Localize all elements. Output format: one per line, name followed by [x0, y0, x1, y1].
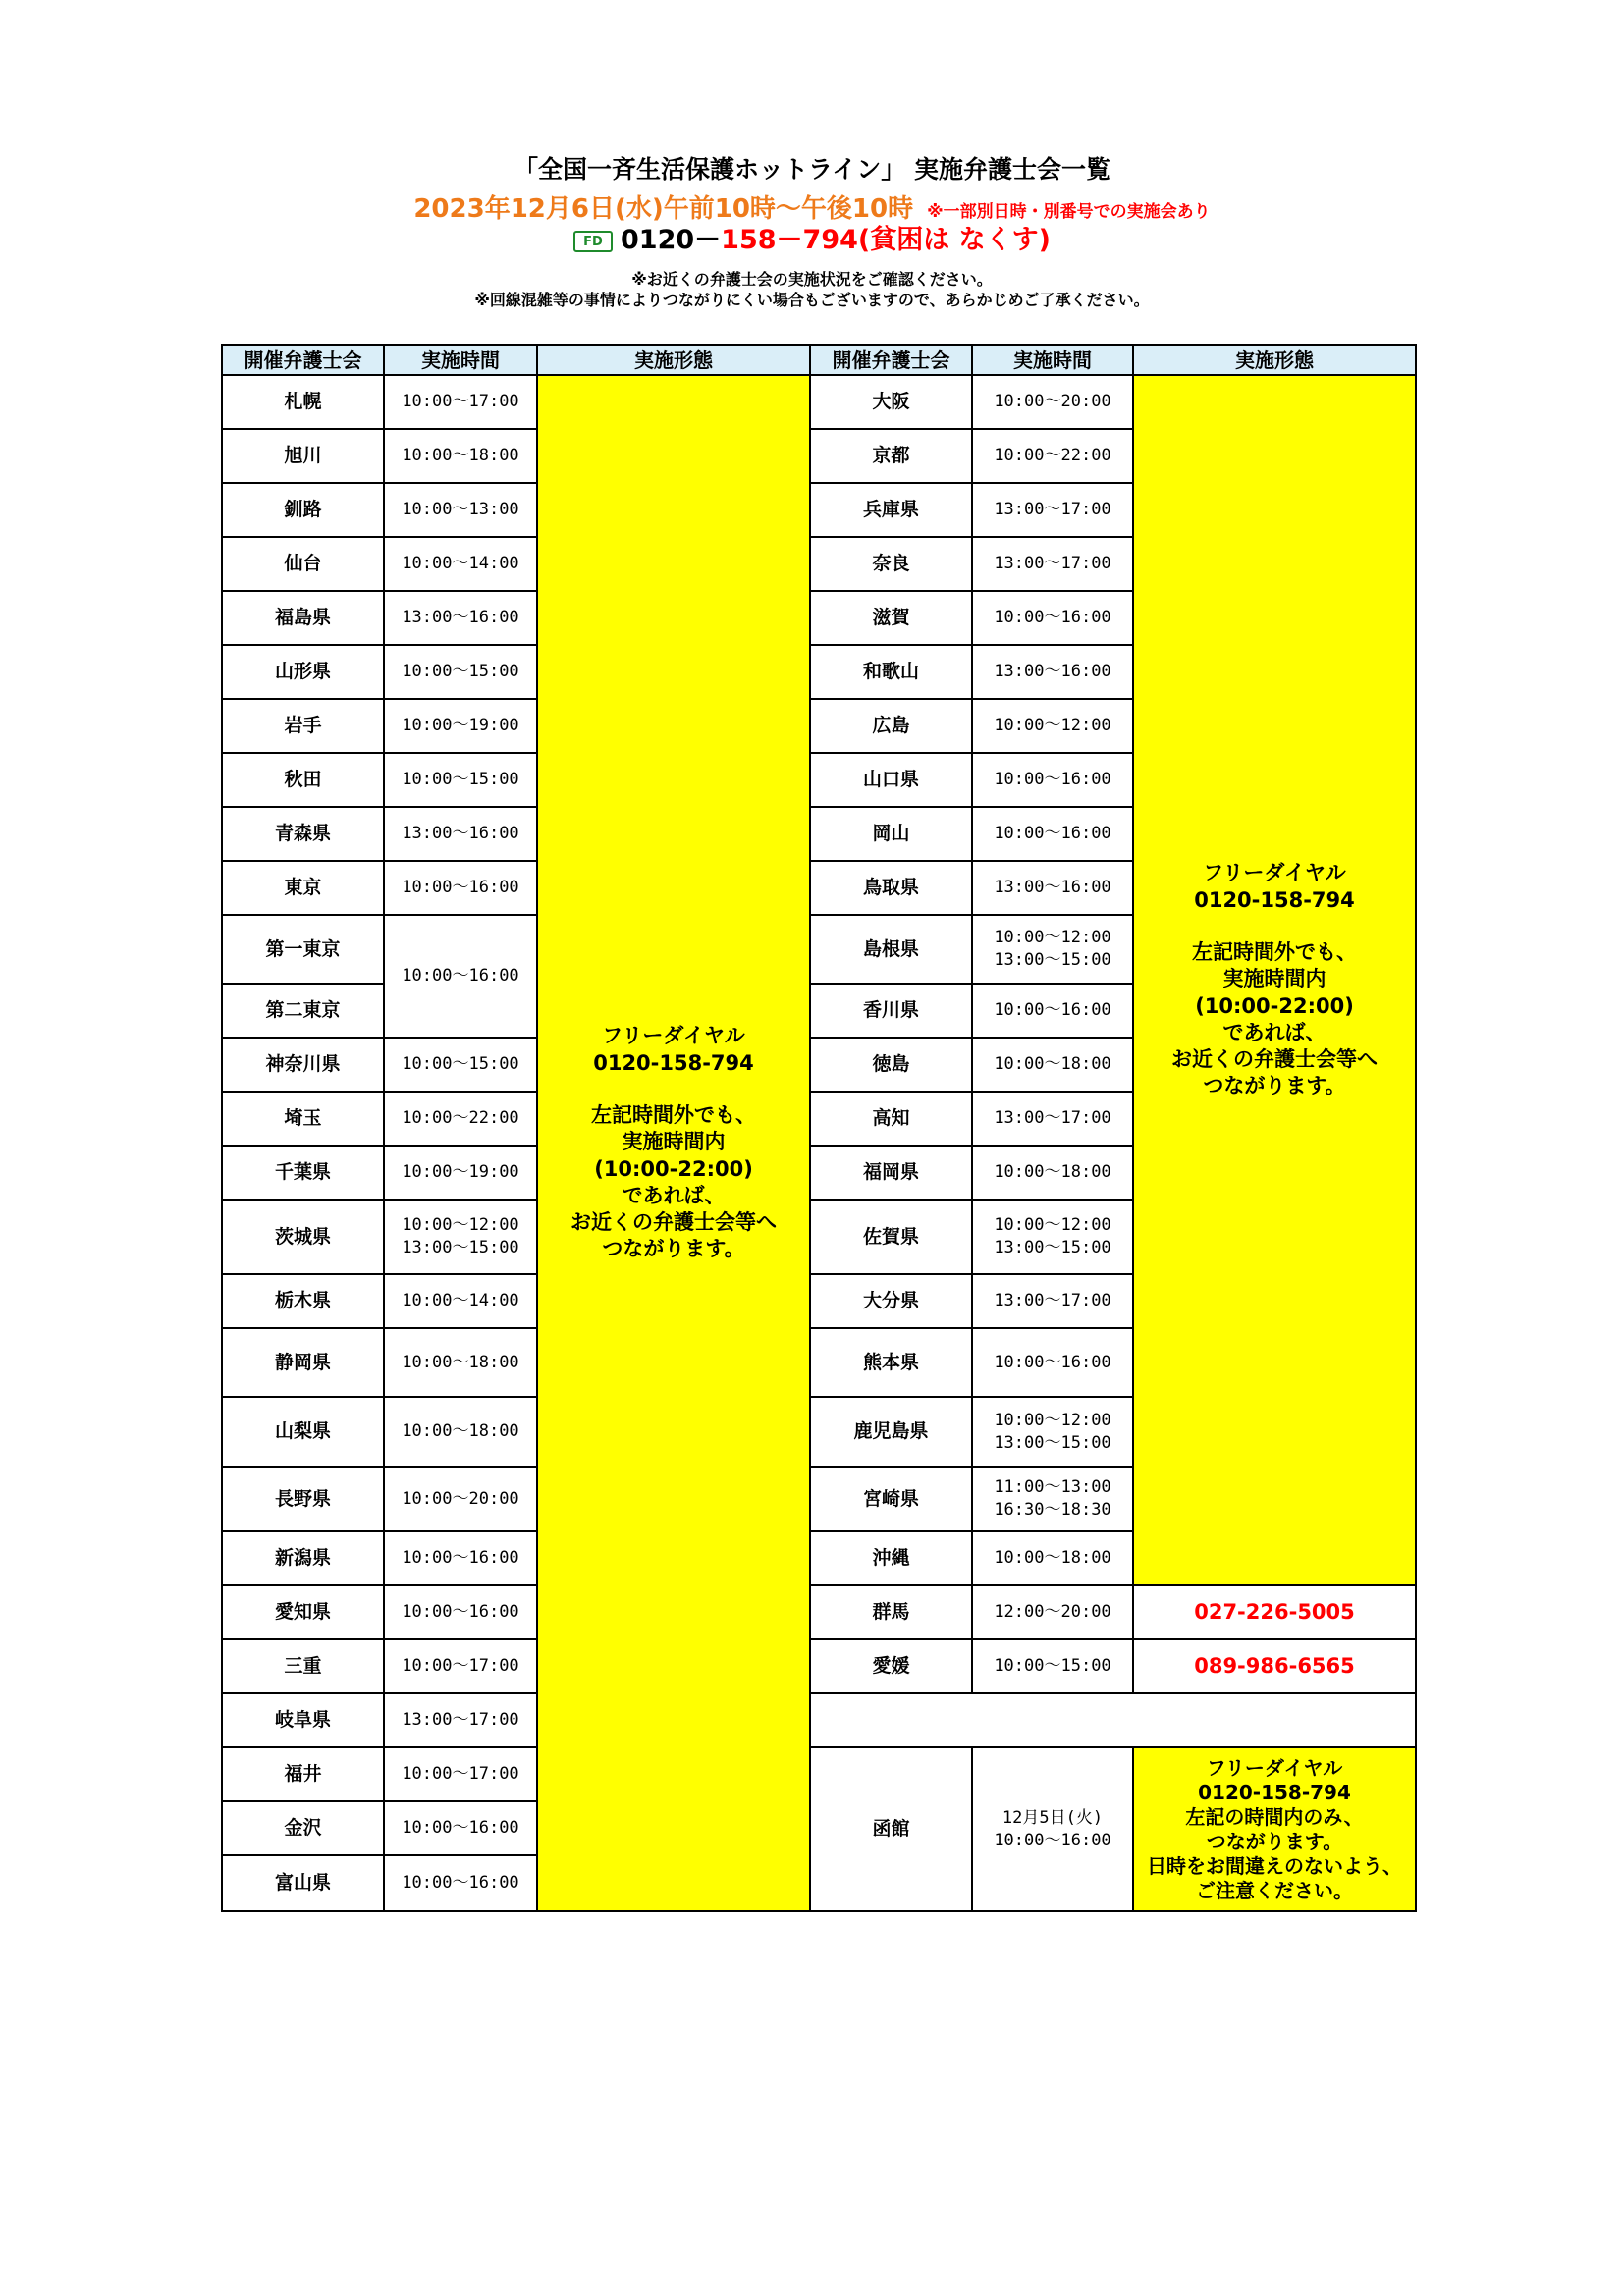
time-cell: 10:00～17:00 [384, 1639, 537, 1693]
fd-number: 0120-158-794 [1198, 1780, 1351, 1804]
bar-name: 福岡県 [810, 1146, 972, 1200]
freedial-icon: FD [573, 231, 613, 252]
time-cell: 10:00～22:00 [972, 429, 1133, 483]
bar-name: 徳島 [810, 1038, 972, 1092]
fd-text: 実施時間内 [622, 1130, 726, 1154]
bar-name: 札幌 [222, 375, 384, 429]
bar-name: 函館 [810, 1747, 972, 1911]
time-cell: 10:00～19:00 [384, 1146, 537, 1200]
col-time-right: 実施時間 [972, 345, 1133, 375]
time-cell: 10:00～18:00 [972, 1146, 1133, 1200]
phone-number: 027-226-5005 [1133, 1585, 1416, 1639]
bar-name: 仙台 [222, 537, 384, 591]
table-row [222, 375, 1416, 429]
bar-name: 富山県 [222, 1855, 384, 1911]
time-cell: 10:00～16:00 [384, 915, 537, 1038]
bar-name: 兵庫県 [810, 483, 972, 537]
time-cell: 12:00～20:00 [972, 1585, 1133, 1639]
time-cell: 10:00～18:00 [972, 1531, 1133, 1585]
time-cell: 10:00～12:00 [972, 699, 1133, 753]
freedial-block-left [537, 375, 810, 1911]
bar-name: 金沢 [222, 1801, 384, 1855]
bar-name: 愛媛 [810, 1639, 972, 1693]
time-cell: 13:00～17:00 [972, 1274, 1133, 1328]
bar-name: 京都 [810, 429, 972, 483]
bar-name: 鹿児島県 [810, 1397, 972, 1467]
time-cell: 10:00～12:00 13:00～15:00 [972, 1397, 1133, 1467]
time-cell: 10:00～12:00 13:00～15:00 [972, 915, 1133, 984]
fd-text: お近くの弁護士会等へ [1171, 1047, 1378, 1072]
col-form-right: 実施形態 [1133, 345, 1416, 375]
fd-text: つながります。 [1206, 1829, 1343, 1853]
bar-name: 福井 [222, 1747, 384, 1801]
date-note: ※一部別日時・別番号での実施会あり [927, 202, 1211, 222]
fd-number: 0120-158-794 [593, 1050, 754, 1075]
time-cell: 10:00～15:00 [972, 1639, 1133, 1693]
bar-name: 宮崎県 [810, 1467, 972, 1531]
time-cell: 10:00～19:00 [384, 699, 537, 753]
bar-name: 三重 [222, 1639, 384, 1693]
time-cell: 10:00～20:00 [972, 375, 1133, 429]
fd-text: お近くの弁護士会等へ [570, 1210, 777, 1235]
fd-text: 左記時間外でも、 [591, 1102, 756, 1127]
time-cell: 10:00～14:00 [384, 537, 537, 591]
time-cell: 13:00～16:00 [972, 645, 1133, 699]
time-cell: 10:00～18:00 [384, 1397, 537, 1467]
bar-name: 岡山 [810, 807, 972, 861]
table-row [222, 1693, 1416, 1747]
page-title: 「全国一斉生活保護ホットライン」 実施弁護士会一覧 [514, 155, 1110, 184]
date-text: 2023年12月6日(水)午前10時～午後10時 [413, 194, 914, 224]
time-cell: 10:00～16:00 [972, 984, 1133, 1038]
time-cell: 10:00～12:00 13:00～15:00 [972, 1200, 1133, 1274]
time-cell: 13:00～17:00 [384, 1693, 537, 1747]
time-cell: 10:00～16:00 [384, 861, 537, 915]
time-cell: 10:00～16:00 [384, 1531, 537, 1585]
bar-name: 茨城県 [222, 1200, 384, 1274]
bar-name: 神奈川県 [222, 1038, 384, 1092]
bar-name: 静岡県 [222, 1328, 384, 1397]
time-cell: 10:00～16:00 [384, 1585, 537, 1639]
time-cell: 10:00～14:00 [384, 1274, 537, 1328]
bar-name: 岩手 [222, 699, 384, 753]
bar-name: 高知 [810, 1092, 972, 1146]
bar-name: 山形県 [222, 645, 384, 699]
table-row [222, 1639, 1416, 1693]
time-cell: 13:00～17:00 [972, 537, 1133, 591]
bar-name: 秋田 [222, 753, 384, 807]
fd-label: フリーダイヤル [1206, 1755, 1343, 1780]
time-cell: 10:00～15:00 [384, 753, 537, 807]
time-cell: 10:00～15:00 [384, 1038, 537, 1092]
bar-name: 千葉県 [222, 1146, 384, 1200]
time-cell: 10:00～18:00 [384, 1328, 537, 1397]
col-bar-left: 開催弁護士会 [222, 345, 384, 375]
bar-name: 青森県 [222, 807, 384, 861]
table-row [222, 1585, 1416, 1639]
fd-text: (10:00-22:00) [594, 1156, 753, 1181]
bar-name: 佐賀県 [810, 1200, 972, 1274]
bar-name: 旭川 [222, 429, 384, 483]
fd-text: 実施時間内 [1222, 967, 1326, 991]
time-cell: 13:00～16:00 [384, 807, 537, 861]
bar-name: 福島県 [222, 591, 384, 645]
bar-name: 島根県 [810, 915, 972, 984]
fd-text: 左記の時間内のみ、 [1185, 1804, 1364, 1829]
time-cell: 10:00～13:00 [384, 483, 537, 537]
time-cell: 10:00～15:00 [384, 645, 537, 699]
col-time-left: 実施時間 [384, 345, 537, 375]
fd-text: つながります。 [602, 1237, 745, 1261]
phone-number: 089-986-6565 [1133, 1639, 1416, 1693]
bar-name: 長野県 [222, 1467, 384, 1531]
phone-prefix: 0120－ [621, 225, 722, 255]
time-cell: 10:00～16:00 [972, 753, 1133, 807]
schedule-table [221, 344, 1417, 1912]
bar-name: 沖縄 [810, 1531, 972, 1585]
bar-name: 奈良 [810, 537, 972, 591]
fd-text: であれば、 [1222, 1020, 1326, 1044]
bar-name: 第一東京 [222, 915, 384, 984]
table-header-row [222, 345, 1416, 375]
fd-label: フリーダイヤル [1203, 861, 1346, 885]
time-cell: 13:00～16:00 [384, 591, 537, 645]
bar-name: 愛知県 [222, 1585, 384, 1639]
bar-name: 山口県 [810, 753, 972, 807]
bar-name: 東京 [222, 861, 384, 915]
bar-name: 熊本県 [810, 1328, 972, 1397]
bar-name: 大分県 [810, 1274, 972, 1328]
bar-name: 大阪 [810, 375, 972, 429]
bar-name: 和歌山 [810, 645, 972, 699]
bar-name: 岐阜県 [222, 1693, 384, 1747]
time-cell: 10:00～16:00 [384, 1801, 537, 1855]
time-cell: 11:00～13:00 16:30～18:30 [972, 1467, 1133, 1531]
bar-name: 埼玉 [222, 1092, 384, 1146]
time-cell: 10:00～17:00 [384, 375, 537, 429]
table-row [222, 1747, 1416, 1801]
blank-cell [810, 1693, 1416, 1747]
time-cell: 10:00～18:00 [972, 1038, 1133, 1092]
phone-line [0, 218, 1624, 256]
time-cell: 10:00～22:00 [384, 1092, 537, 1146]
fd-text: つながります。 [1203, 1074, 1346, 1098]
time-cell: 10:00～17:00 [384, 1747, 537, 1801]
fd-text: 日時をお間違えのないよう、 [1147, 1853, 1402, 1878]
bar-name: 香川県 [810, 984, 972, 1038]
fd-label: フリーダイヤル [602, 1024, 745, 1048]
time-cell: 10:00～16:00 [972, 807, 1133, 861]
bar-name: 新潟県 [222, 1531, 384, 1585]
time-cell: 10:00～16:00 [972, 1328, 1133, 1397]
time-cell: 10:00～16:00 [384, 1855, 537, 1911]
bar-name: 広島 [810, 699, 972, 753]
time-cell: 10:00～20:00 [384, 1467, 537, 1531]
time-cell: 12月5日(火) 10:00～16:00 [972, 1747, 1133, 1911]
bar-name: 滋賀 [810, 591, 972, 645]
fd-number: 0120-158-794 [1194, 887, 1355, 912]
time-cell: 13:00～16:00 [972, 861, 1133, 915]
col-bar-right: 開催弁護士会 [810, 345, 972, 375]
time-cell: 10:00～16:00 [972, 591, 1133, 645]
bar-name: 第二東京 [222, 984, 384, 1038]
phone-rest: 158－794(貧困は なくす) [721, 225, 1051, 255]
bar-name: 鳥取県 [810, 861, 972, 915]
time-cell: 13:00～17:00 [972, 483, 1133, 537]
freedial-block-right [1133, 375, 1416, 1585]
time-cell: 10:00～18:00 [384, 429, 537, 483]
fd-text: (10:00-22:00) [1195, 993, 1354, 1018]
bar-name: 釧路 [222, 483, 384, 537]
fd-text: 左記時間外でも、 [1192, 939, 1357, 964]
fd-text: であれば、 [622, 1183, 726, 1207]
time-cell: 10:00～12:00 13:00～15:00 [384, 1200, 537, 1274]
col-form-left: 実施形態 [537, 345, 810, 375]
bar-name: 群馬 [810, 1585, 972, 1639]
note-check: ※お近くの弁護士会の実施状況をご確認ください。 [631, 270, 993, 289]
bar-name: 栃木県 [222, 1274, 384, 1328]
note-congestion: ※回線混雑等の事情によりつながりにくい場合もございますので、あらかじめご了承ください。 [474, 291, 1150, 309]
bar-name: 山梨県 [222, 1397, 384, 1467]
fd-text: ご注意ください。 [1196, 1878, 1353, 1902]
hakodate-freedial-block [1133, 1747, 1416, 1911]
time-cell: 13:00～17:00 [972, 1092, 1133, 1146]
